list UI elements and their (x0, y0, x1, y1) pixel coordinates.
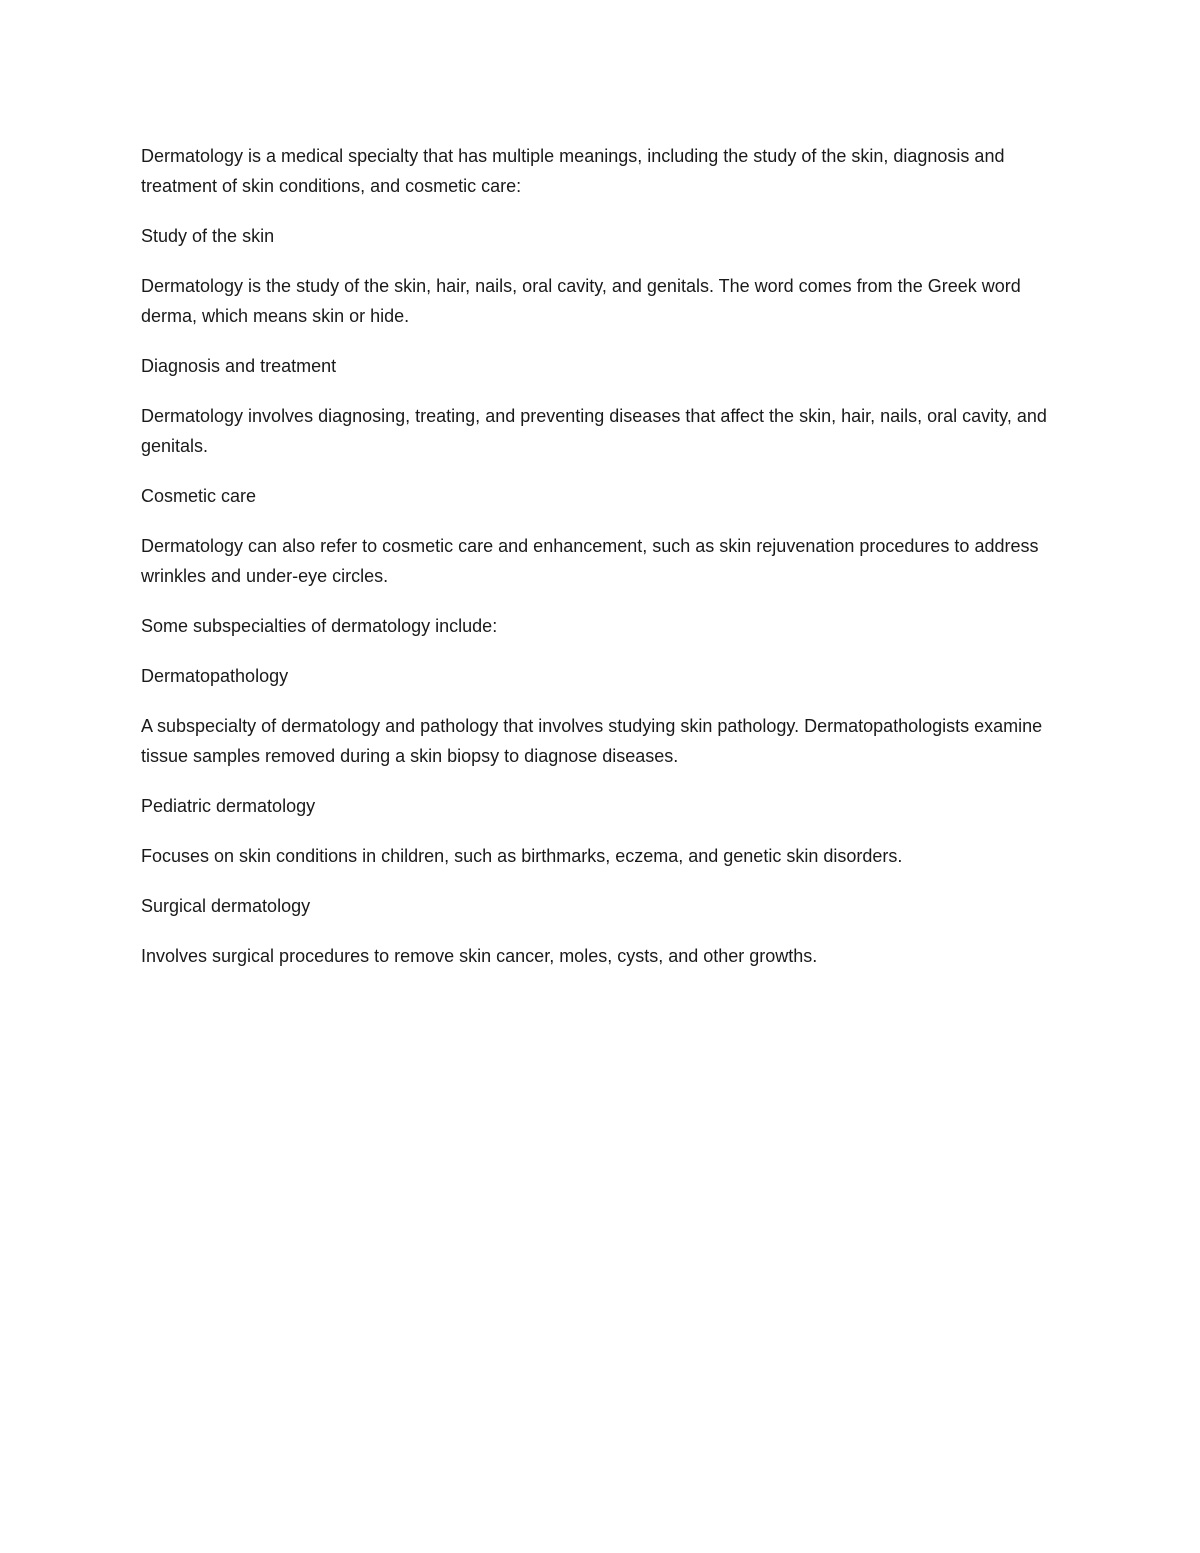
diagnosis-treatment-paragraph: Dermatology involves diagnosing, treating, and preventing diseases that affect the skin, hair, nails, oral cavity, and genitals. (141, 406, 1047, 456)
pediatric-dermatology-paragraph: Focuses on skin conditions in children, such as birthmarks, eczema, and genetic skin disorders. (141, 846, 903, 866)
section-heading-study-of-skin: Study of the skin (141, 226, 275, 246)
surgical-dermatology-paragraph: Involves surgical procedures to remove skin cancer, moles, cysts, and other growths. (141, 946, 818, 966)
section-heading-cosmetic-care: Cosmetic care (141, 486, 257, 506)
subspecialties-intro: Some subspecialties of dermatology include: (141, 616, 498, 636)
document-body (141, 141, 1061, 991)
section-heading-dermatopathology: Dermatopathology (141, 666, 289, 686)
section-heading-surgical-dermatology: Surgical dermatology (141, 896, 311, 916)
intro-paragraph: Dermatology is a medical specialty that has multiple meanings, including the study of the skin, diagnosis and treatment of skin conditions, and cosmetic care: (141, 146, 1005, 196)
section-heading-pediatric-dermatology: Pediatric dermatology (141, 796, 316, 816)
section-heading-diagnosis-treatment: Diagnosis and treatment (141, 356, 337, 376)
cosmetic-care-paragraph: Dermatology can also refer to cosmetic care and enhancement, such as skin rejuvenation procedures to address wrinkles and under-eye circles. (141, 536, 1039, 586)
dermatopathology-paragraph: A subspecialty of dermatology and pathology that involves studying skin pathology. Dermatopathologists examine tissue samples removed during a skin biopsy to diagnose diseases. (141, 716, 1043, 766)
study-of-skin-paragraph: Dermatology is the study of the skin, hair, nails, oral cavity, and genitals. The word comes from the Greek word derma, which means skin or hide. (141, 276, 1021, 326)
